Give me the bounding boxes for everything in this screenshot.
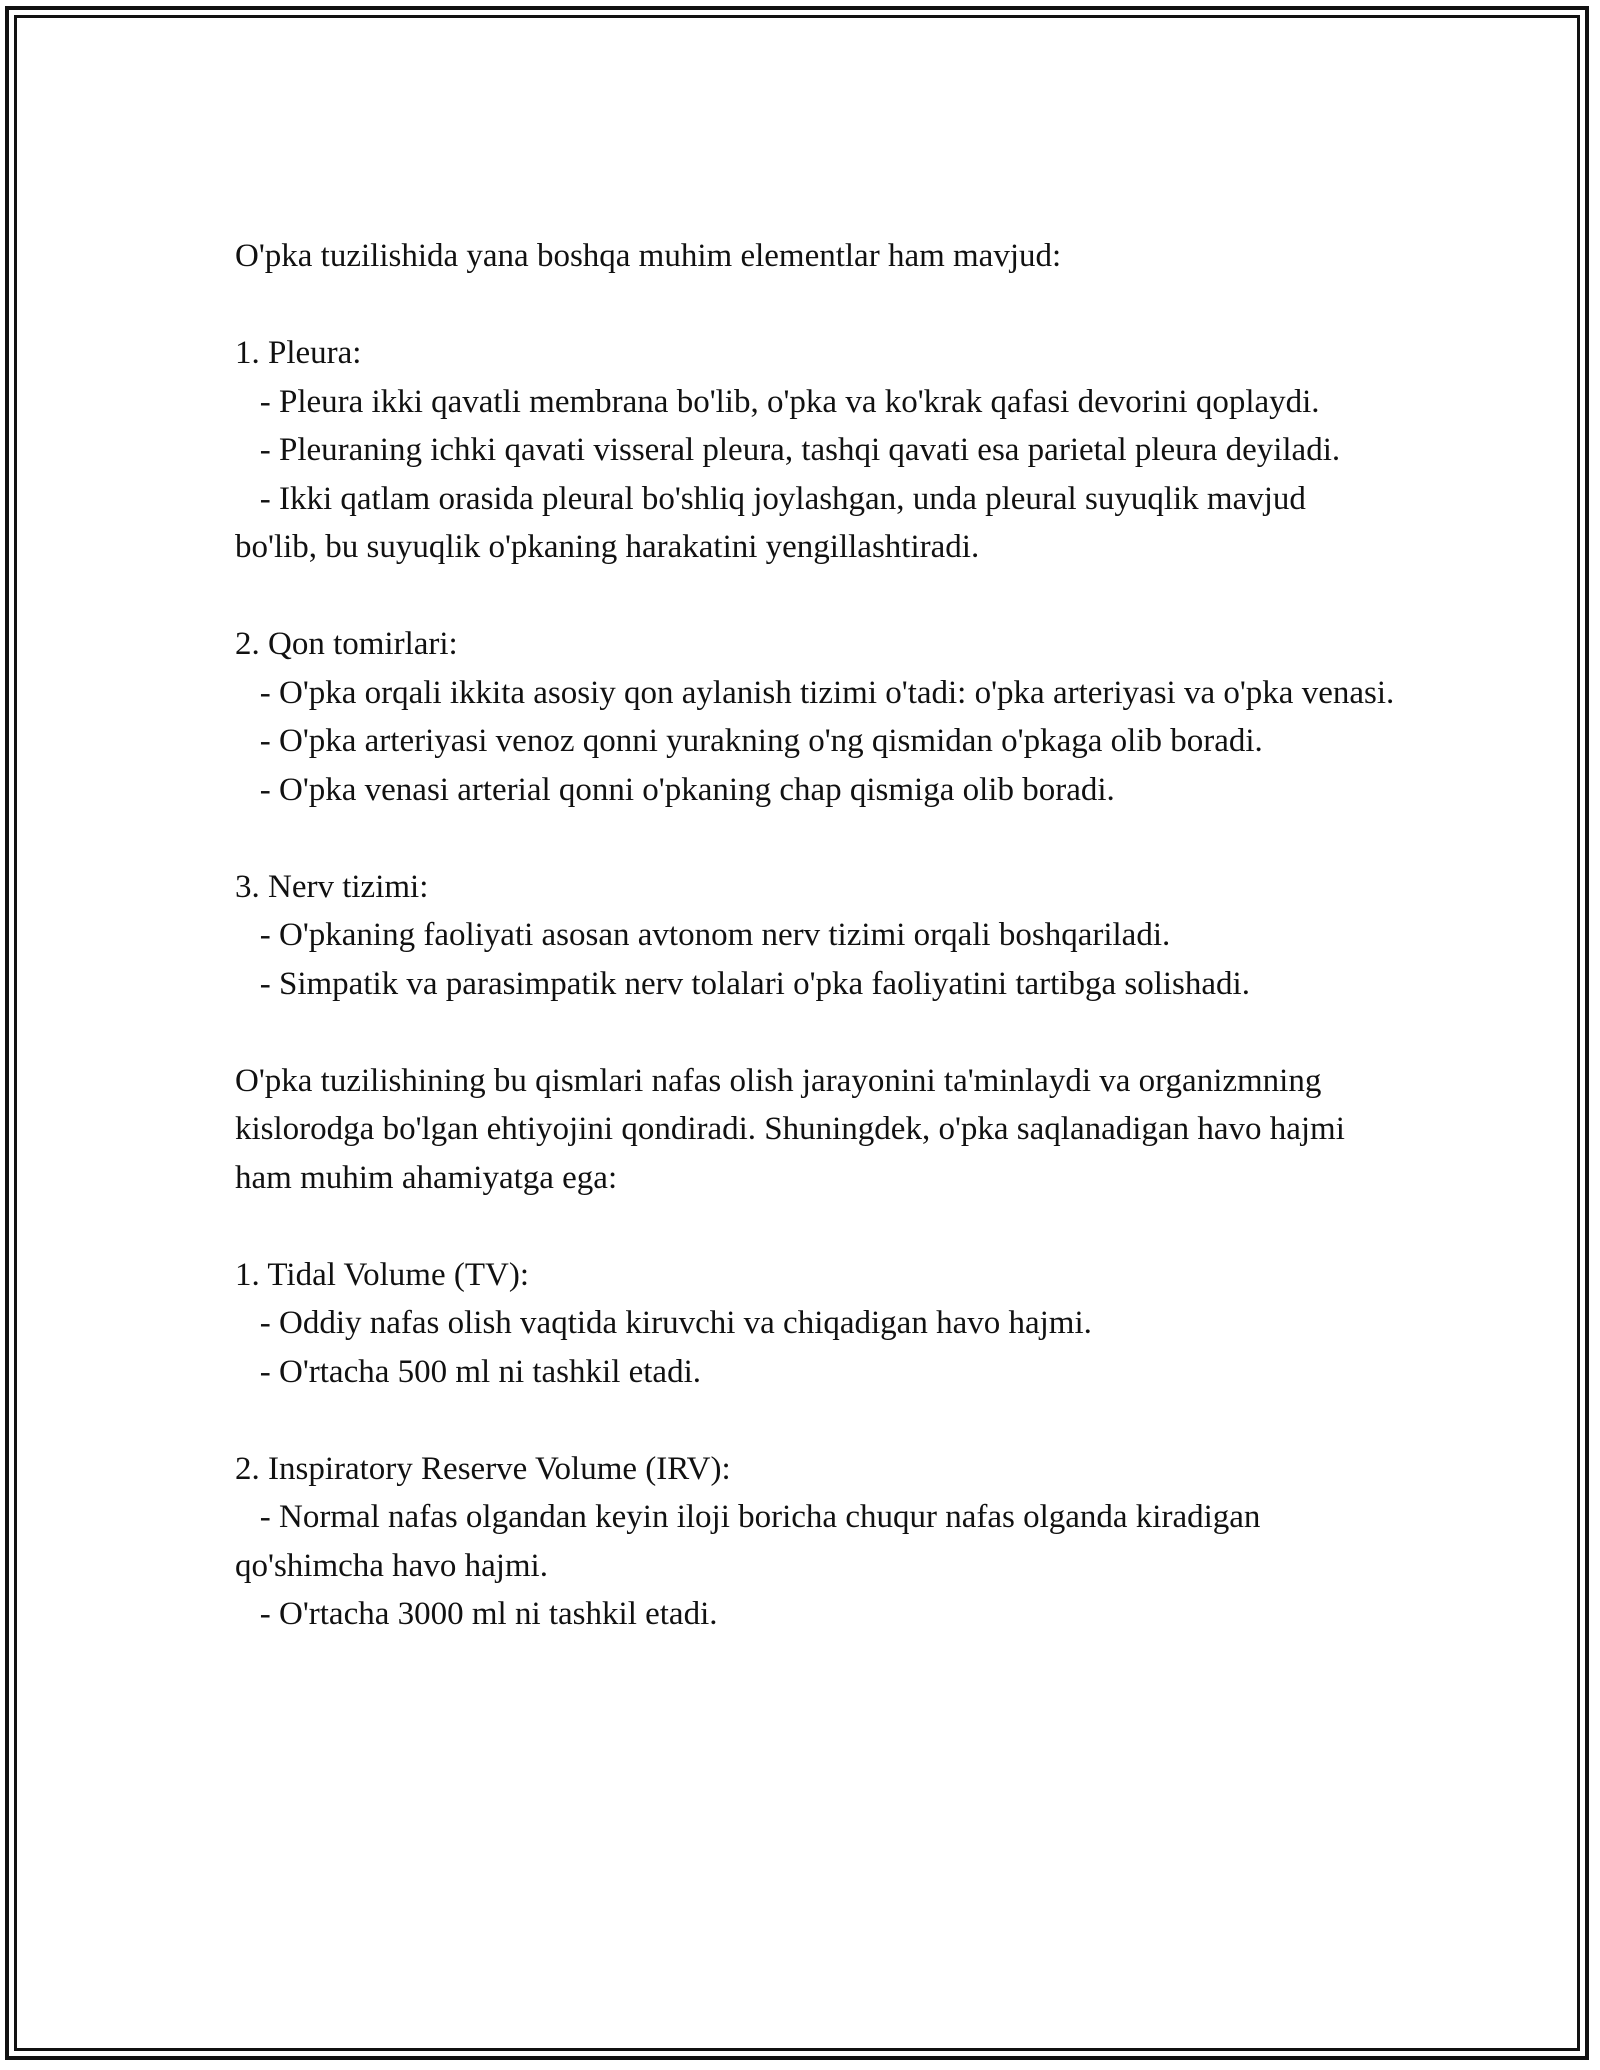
section-heading: 2. Inspiratory Reserve Volume (IRV): <box>235 1450 731 1487</box>
list-item: - Oddiy nafas olish vaqtida kiruvchi va chiqadigan havo hajmi. <box>235 1305 1092 1341</box>
intro-paragraph: O'pka tuzilishida yana boshqa muhim elementlar ham mavjud: <box>235 238 1062 274</box>
spacer <box>235 572 1395 621</box>
list-item: - O'rtacha 500 ml ni tashkil etadi. <box>235 1353 701 1390</box>
list-item: - Simpatik va parasimpatik nerv tolalari o'pka faoliyatini tartibga solishadi. <box>235 965 1250 1002</box>
list-item: - Pleura ikki qavatli membrana bo'lib, o'pka va ko'krak qafasi devorini qoplaydi. <box>235 383 1320 420</box>
list-item: - Ikki qatlam orasida pleural bo'shliq joylashgan, unda pleural suyuqlik mavjud bo'lib, bu suyuqlik o'pkaning harakatini yengillashtiradi. <box>235 480 1315 565</box>
section-nervous-system <box>235 863 1395 1009</box>
list-item: - Pleuraning ichki qavati visseral pleura, tashqi qavati esa parietal pleura deyiladi. <box>235 432 1341 468</box>
spacer <box>235 814 1395 863</box>
document-body <box>235 232 1395 1639</box>
list-item: - O'pkaning faoliyati asosan avtonom nerv tizimi orqali boshqariladi. <box>235 917 1171 953</box>
section-heading: 3. Nerv tizimi: <box>235 868 429 905</box>
section-tidal-volume <box>235 1251 1395 1397</box>
section-blood-vessels <box>235 620 1395 814</box>
section-pleura <box>235 329 1395 572</box>
spacer <box>235 281 1395 330</box>
section-heading: 1. Pleura: <box>235 335 362 371</box>
middle-paragraph: O'pka tuzilishining bu qismlari nafas olish jarayonini ta'minlaydi va organizmning kislorodga bo'lgan ehtiyojini qondiradi. Shuningdek, o'pka saqlanadigan havo hajmi ham muhim ahamiyatga ega: <box>235 1062 1354 1196</box>
list-item: - Normal nafas olgandan keyin iloji boricha chuqur nafas olganda kiradigan qo'shimcha havo hajmi. <box>235 1499 1269 1584</box>
spacer <box>235 1202 1395 1251</box>
list-item: - O'pka orqali ikkita asosiy qon aylanish tizimi o'tadi: o'pka arteriyasi va o'pka venasi. <box>235 674 1395 711</box>
section-heading: 2. Qon tomirlari: <box>235 626 458 662</box>
section-heading: 1. Tidal Volume (TV): <box>235 1256 529 1293</box>
spacer <box>235 1396 1395 1445</box>
spacer <box>235 1008 1395 1057</box>
list-item: - O'pka arteriyasi venoz qonni yurakning o'ng qismidan o'pkaga olib boradi. <box>235 723 1263 759</box>
section-irv <box>235 1445 1395 1639</box>
list-item: - O'rtacha 3000 ml ni tashkil etadi. <box>235 1596 718 1632</box>
list-item: - O'pka venasi arterial qonni o'pkaning chap qismiga olib boradi. <box>235 771 1115 808</box>
